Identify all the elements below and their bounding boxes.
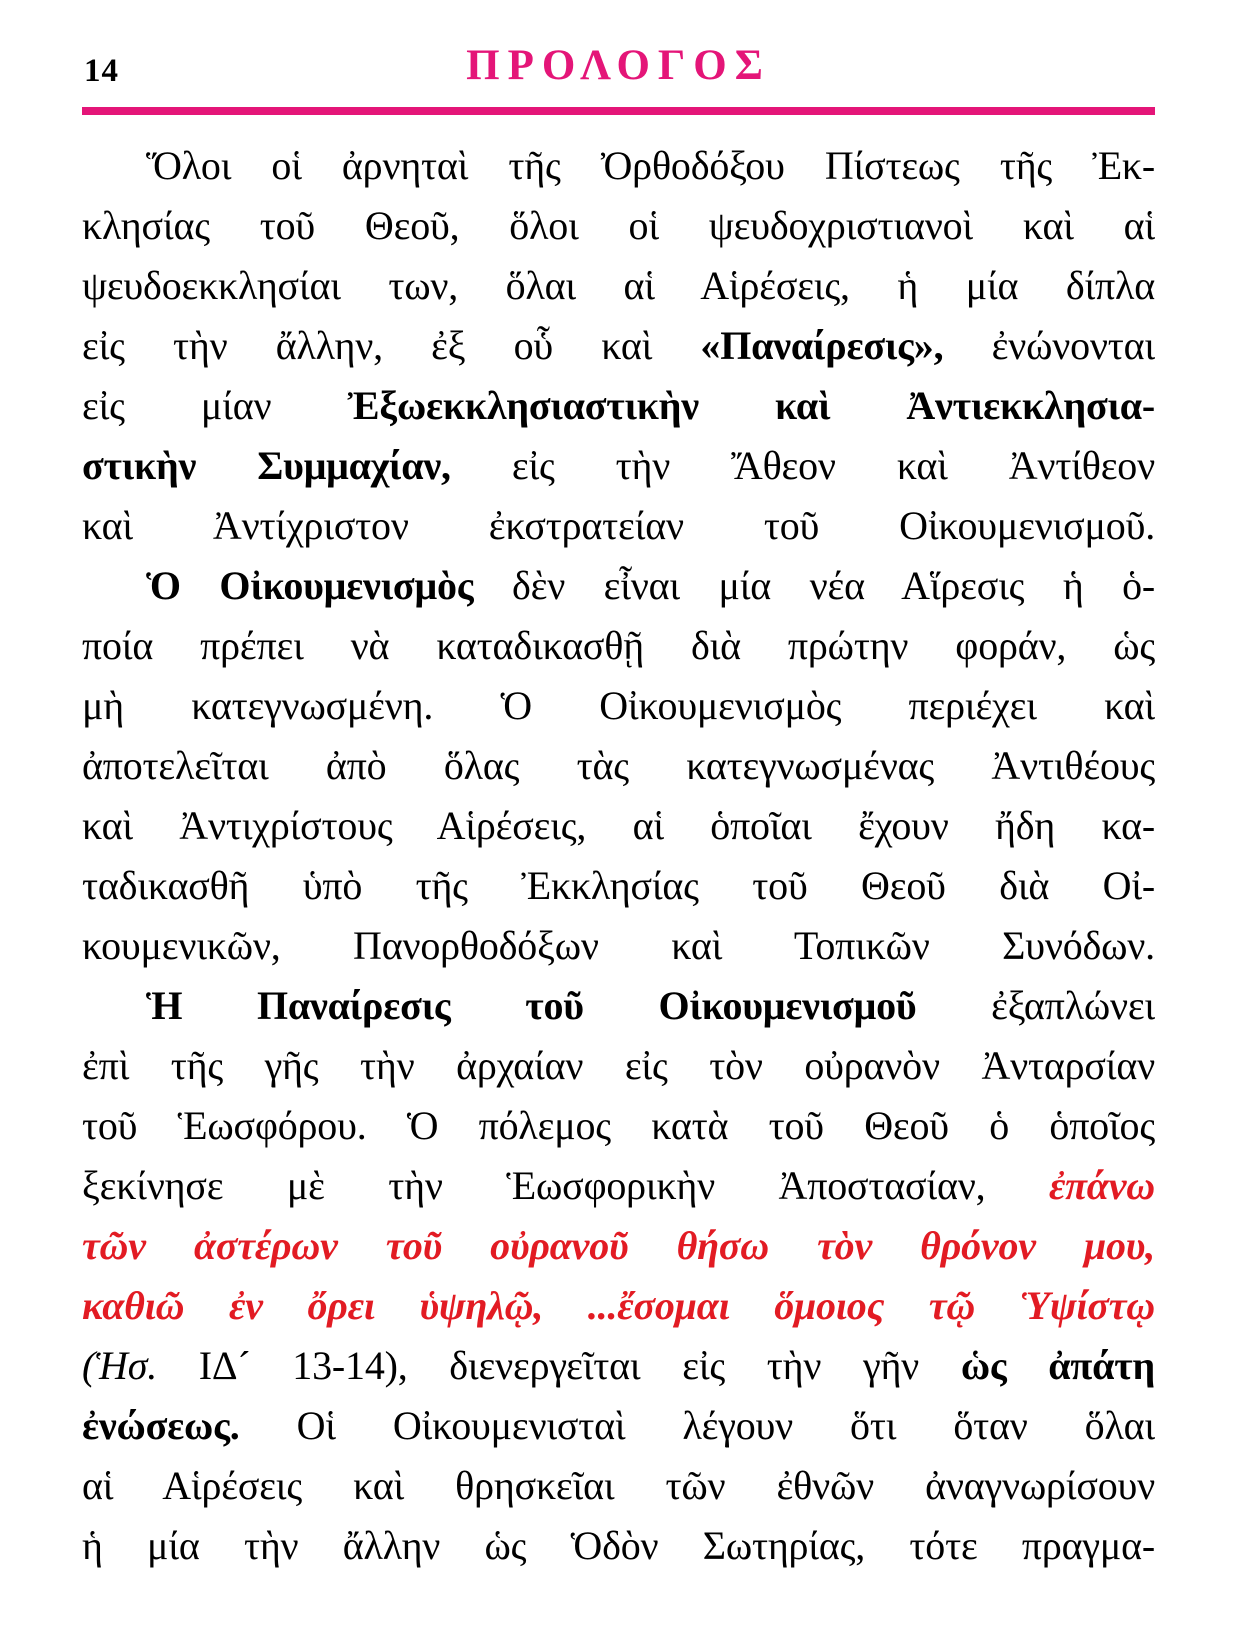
text-line [82, 1516, 1155, 1576]
text-segment: αἱ Αἱρέσεις καὶ θρησκεῖαι τῶν ἐθνῶν ἀναγνωρίσουν [82, 1463, 1155, 1508]
text-segment: καθιῶ ἐν ὄρει ὑψηλῷ, ...ἔσομαι ὅμοιος τῷ Ὑψίστῳ [82, 1283, 1155, 1328]
text-segment: καὶ Ἀντιχρίστους Αἱρέσεις, αἱ ὁποῖαι ἔχουν ἤδη κα- [82, 803, 1155, 848]
text-line [82, 436, 1155, 496]
text-segment: ταδικασθῆ ὑπὸ τῆς Ἐκκλησίας τοῦ Θεοῦ διὰ Οἰ- [82, 863, 1155, 908]
text-line [82, 556, 1155, 616]
text-segment: ἐξαπλώνει [916, 983, 1155, 1028]
text-segment: ποία πρέπει νὰ καταδικασθῇ διὰ πρώτην φοράν, ὡς [82, 623, 1155, 668]
text-line [82, 256, 1155, 316]
header-divider-rule [82, 107, 1155, 115]
text-segment: κλησίας τοῦ Θεοῦ, ὅλοι οἱ ψευδοχριστιανοὶ καὶ αἱ [82, 203, 1155, 248]
text-line [82, 1396, 1155, 1456]
text-segment: τοῦ Ἑωσφόρου. Ὁ πόλεμος κατὰ τοῦ Θεοῦ ὁ ὁποῖος [82, 1103, 1155, 1148]
text-segment: ἀποτελεῖται ἀπὸ ὅλας τὰς κατεγνωσμένας Ἀντιθέους [82, 743, 1155, 788]
text-segment: εἰς μίαν [82, 383, 348, 428]
text-segment: τῶν ἀστέρων τοῦ οὐρανοῦ θήσω τὸν θρόνον μου, [82, 1223, 1155, 1268]
text-segment: Οἱ Οἰκουμενισταὶ λέγουν ὅτι ὅταν ὅλαι [239, 1403, 1155, 1448]
text-line [82, 1096, 1155, 1156]
text-segment: ἐπάνω [1048, 1163, 1155, 1208]
page-title: ΠΡΟΛΟΓΟΣ [466, 42, 771, 89]
text-segment: ὡς ἀπάτη [960, 1343, 1156, 1388]
text-segment: Ὅλοι οἱ ἀρνηταὶ τῆς Ὀρθοδόξου Πίστεως τῆς Ἐκ- [146, 143, 1155, 188]
text-segment: Ὁ Οἰκουμενισμὸς [146, 563, 474, 608]
page-number: 14 [84, 53, 119, 89]
text-segment: στικὴν Συμμαχίαν, [82, 443, 451, 488]
text-line [82, 1216, 1155, 1276]
text-line [82, 376, 1155, 436]
text-segment: ἐνώνονται [943, 323, 1155, 368]
text-line [82, 1276, 1155, 1336]
text-line [82, 316, 1155, 376]
text-line [82, 736, 1155, 796]
text-line [82, 916, 1155, 976]
text-segment: καὶ Ἀντίχριστον ἐκστρατείαν τοῦ Οἰκουμενισμοῦ. [82, 503, 1155, 548]
text-line [82, 616, 1155, 676]
text-segment: ἐπὶ τῆς γῆς τὴν ἀρχαίαν εἰς τὸν οὐρανὸν Ἀνταρσίαν [82, 1043, 1155, 1088]
text-line [82, 856, 1155, 916]
text-segment: ΙΔ´ 13-14), διενεργεῖται εἰς τὴν γῆν [157, 1343, 961, 1388]
text-line [82, 796, 1155, 856]
text-line [82, 1456, 1155, 1516]
text-line [82, 976, 1155, 1036]
text-line [82, 1156, 1155, 1216]
text-segment: ξεκίνησε μὲ τὴν Ἑωσφορικὴν Ἀποστασίαν, [82, 1163, 1049, 1208]
text-line [82, 676, 1155, 736]
text-segment: κουμενικῶν, Πανορθοδόξων καὶ Τοπικῶν Συνόδων. [82, 923, 1155, 968]
text-segment: μὴ κατεγνωσμένη. Ὁ Οἰκουμενισμὸς περιέχει καὶ [82, 683, 1155, 728]
text-segment: ἡ μία τὴν ἄλλην ὡς Ὁδὸν Σωτηρίας, τότε πραγμα- [82, 1523, 1155, 1568]
text-segment: «Παναίρεσις», [700, 323, 944, 368]
text-segment: Ἡ Παναίρεσις τοῦ Οἰκουμενισμοῦ [146, 983, 917, 1028]
text-segment: ἐνώσεως. [82, 1403, 240, 1448]
page-header [82, 0, 1155, 92]
text-segment: εἰς τὴν Ἄθεον καὶ Ἀντίθεον [450, 443, 1155, 488]
text-segment: δὲν εἶναι μία νέα Αἵρεσις ἡ ὁ- [473, 563, 1156, 608]
text-line [82, 496, 1155, 556]
text-line [82, 1336, 1155, 1396]
text-line [82, 1036, 1155, 1096]
text-segment: εἰς τὴν ἄλλην, ἐξ οὗ καὶ [82, 323, 701, 368]
text-segment: (Ἡσ. [82, 1343, 158, 1388]
text-line [82, 136, 1155, 196]
body-text [82, 136, 1155, 1576]
text-segment: ψευδοεκκλησίαι των, ὅλαι αἱ Αἱρέσεις, ἡ μία δίπλα [82, 263, 1155, 308]
text-line [82, 196, 1155, 256]
text-segment: Ἐξωεκκλησιαστικὴν καὶ Ἀντιεκκλησια- [347, 383, 1155, 428]
